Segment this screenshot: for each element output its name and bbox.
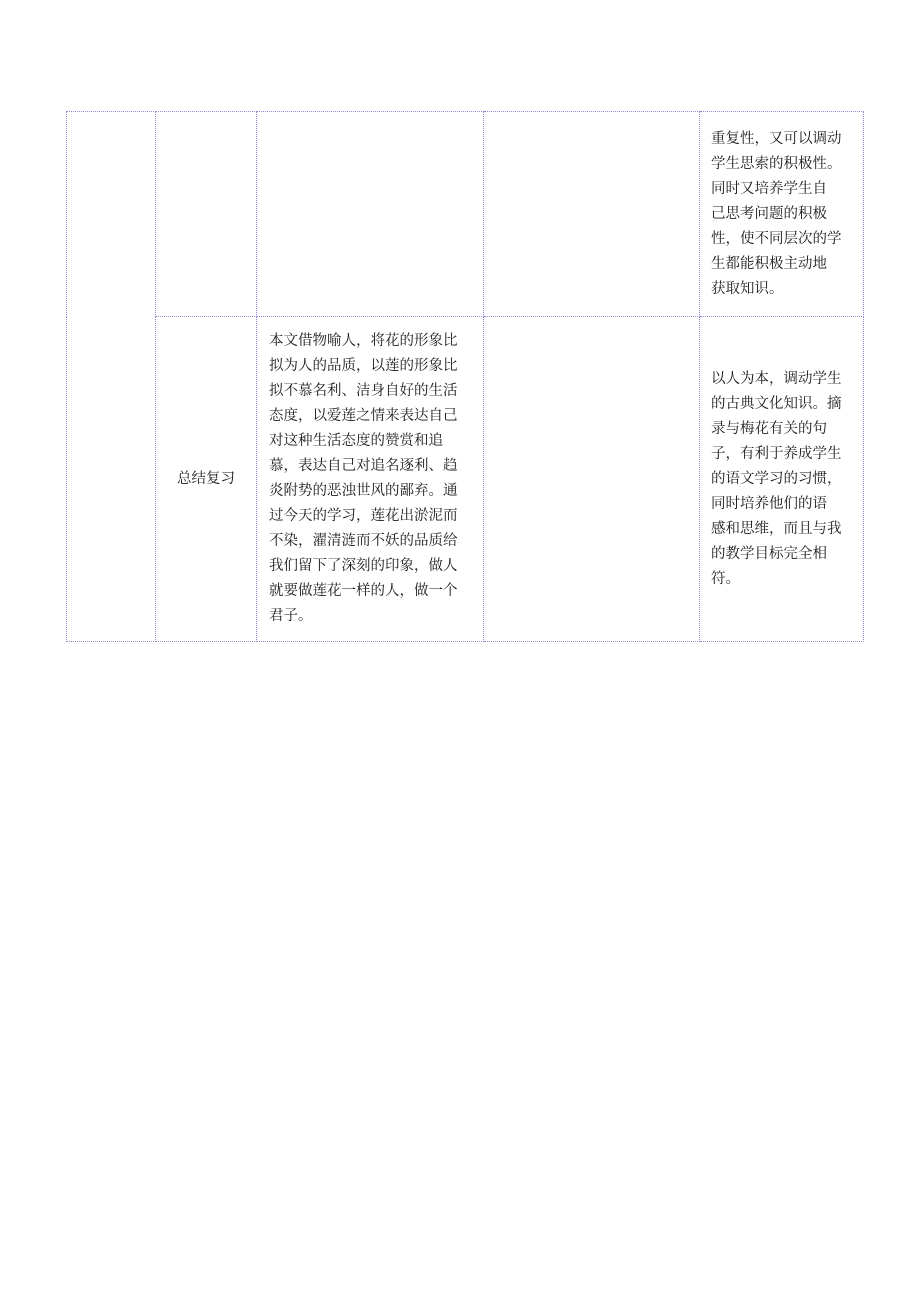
content-cell bbox=[257, 317, 484, 642]
design-intent-cell bbox=[700, 112, 864, 317]
table-row bbox=[67, 112, 864, 317]
design-intent-text: 重复性，又可以调动 学生思索的积极性。 同时又培养学生自 己思考问题的积极 性，使不同层次的学 生都能积极主动地 获取知识。 bbox=[711, 130, 842, 297]
content-cell bbox=[257, 112, 484, 317]
section-cell bbox=[67, 112, 156, 642]
stage-cell bbox=[156, 317, 257, 642]
design-intent-cell bbox=[700, 317, 864, 642]
lesson-plan-table bbox=[66, 111, 864, 642]
content-text: 本文借物喻人，将花的形象比 拟为人的品质，以莲的形象比 拟不慕名利、洁身自好的生活 态度，以爱莲之情来表达自己 对这种生活态度的赞赏和追 慕，表达自己对追名逐利、趋 炎附势的恶浊世风的鄙弃。通 过今天的学习，莲花出淤泥而 不染，濯清涟而不妖的品质给 我们留下了深刻的印象，做人 就要做莲花一样的人，做一个 君子。 bbox=[269, 333, 458, 624]
stage-label: 总结复习 bbox=[177, 470, 235, 487]
activity-cell bbox=[484, 317, 700, 642]
table-row bbox=[67, 317, 864, 642]
stage-cell bbox=[156, 112, 257, 317]
activity-cell bbox=[484, 112, 700, 317]
design-intent-text: 以人为本，调动学生 的古典文化知识。摘 录与梅花有关的句 子，有利于养成学生 的语文学习的习惯， 同时培养他们的语 感和思维，而且与我 的教学目标完全相 符。 bbox=[711, 370, 842, 587]
